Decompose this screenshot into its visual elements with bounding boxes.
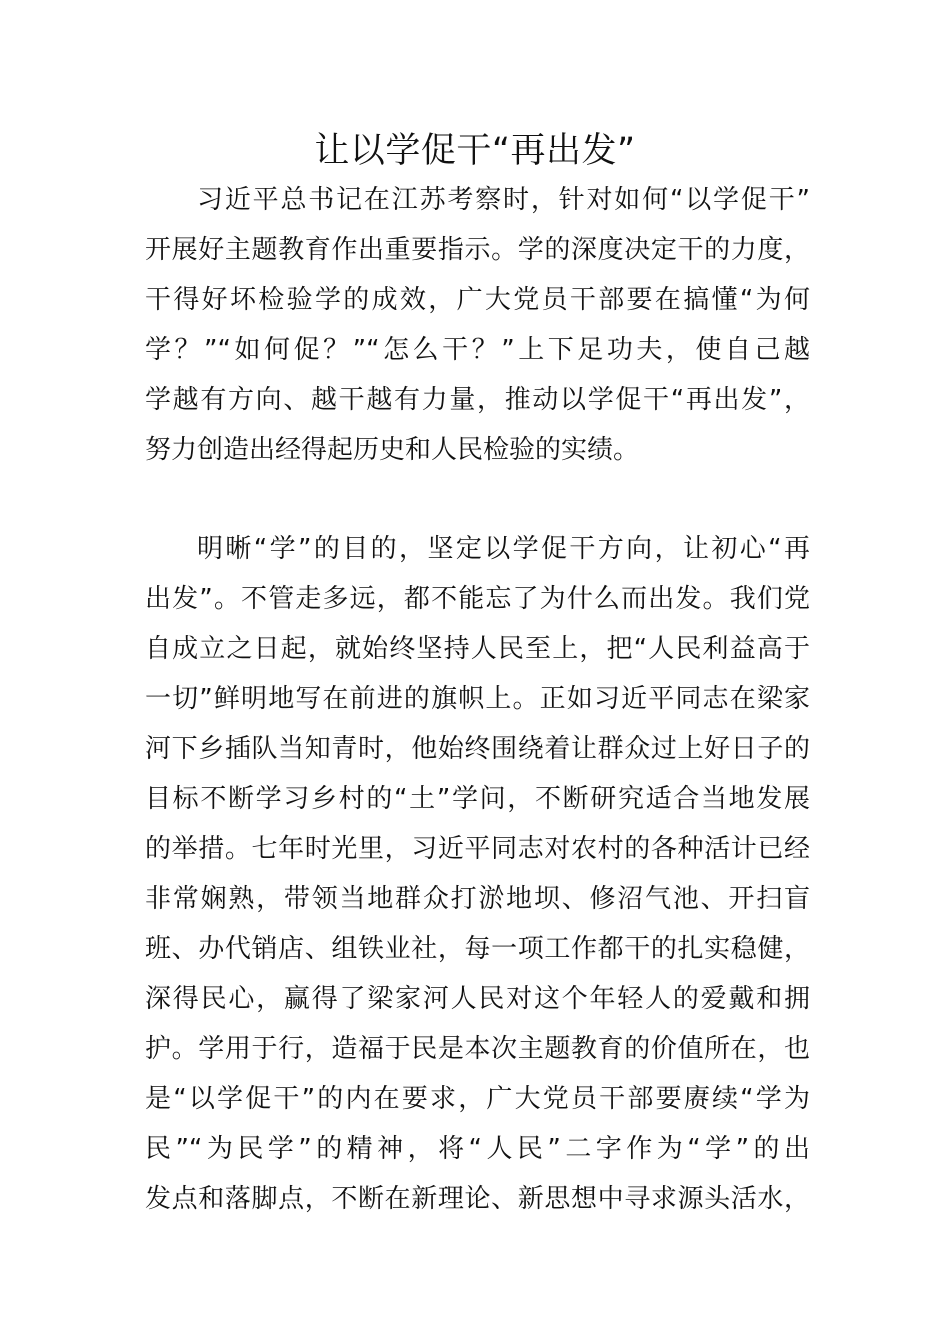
paragraph-1-line: 开展好主题教育作出重要指示。学的深度决定干的力度，: [145, 235, 810, 265]
paragraph-1-line: 干得好坏检验学的成效，广大党员干部要在搞懂“为何: [145, 285, 810, 315]
paragraph-2-line: 明晰“学”的目的，坚定以学促干方向，让初心“再: [197, 534, 810, 564]
document-title: 让以学促干“再出发”: [314, 131, 636, 171]
paragraph-2-line: 发点和落脚点，不断在新理论、新思想中寻求源头活水，: [145, 1184, 810, 1214]
paragraph-2-line: 河下乡插队当知青时，他始终围绕着让群众过上好日子的: [145, 734, 810, 764]
paragraph-2-line: 出发”。不管走多远，都不能忘了为什么而出发。我们党: [145, 584, 810, 614]
paragraph-1-line: 习近平总书记在江苏考察时，针对如何“以学促干”: [197, 185, 810, 215]
paragraph-2-line: 是“以学促干”的内在要求，广大党员干部要赓续“学为: [145, 1084, 810, 1114]
paragraph-2-line: 一切”鲜明地写在前进的旗帜上。正如习近平同志在梁家: [145, 684, 810, 714]
paragraph-2-line: 民”“为民学”的精神，将“人民”二字作为“学”的出: [145, 1134, 810, 1164]
paragraph-2-line: 非常娴熟，带领当地群众打淤地坝、修沼气池、开扫盲: [145, 884, 810, 914]
paragraph-2-line: 深得民心，赢得了梁家河人民对这个年轻人的爱戴和拥: [145, 984, 810, 1014]
paragraph-2-line: 自成立之日起，就始终坚持人民至上，把“人民利益高于: [145, 634, 810, 664]
paragraph-2-line: 班、办代销店、组铁业社，每一项工作都干的扎实稳健，: [145, 934, 810, 964]
paragraph-2-line: 目标不断学习乡村的“土”学问，不断研究适合当地发展: [145, 784, 810, 814]
paragraph-1-line: 学？”“如何促？”“怎么干？”上下足功夫，使自己越: [145, 335, 810, 365]
paragraph-2-line: 的举措。七年时光里，习近平同志对农村的各种活计已经: [145, 834, 810, 864]
paragraph-1-line: 努力创造出经得起历史和人民检验的实绩。: [145, 435, 640, 465]
paragraph-2-line: 护。学用于行，造福于民是本次主题教育的价值所在，也: [145, 1034, 810, 1064]
paragraph-1-line: 学越有方向、越干越有力量，推动以学促干“再出发”，: [145, 385, 810, 415]
